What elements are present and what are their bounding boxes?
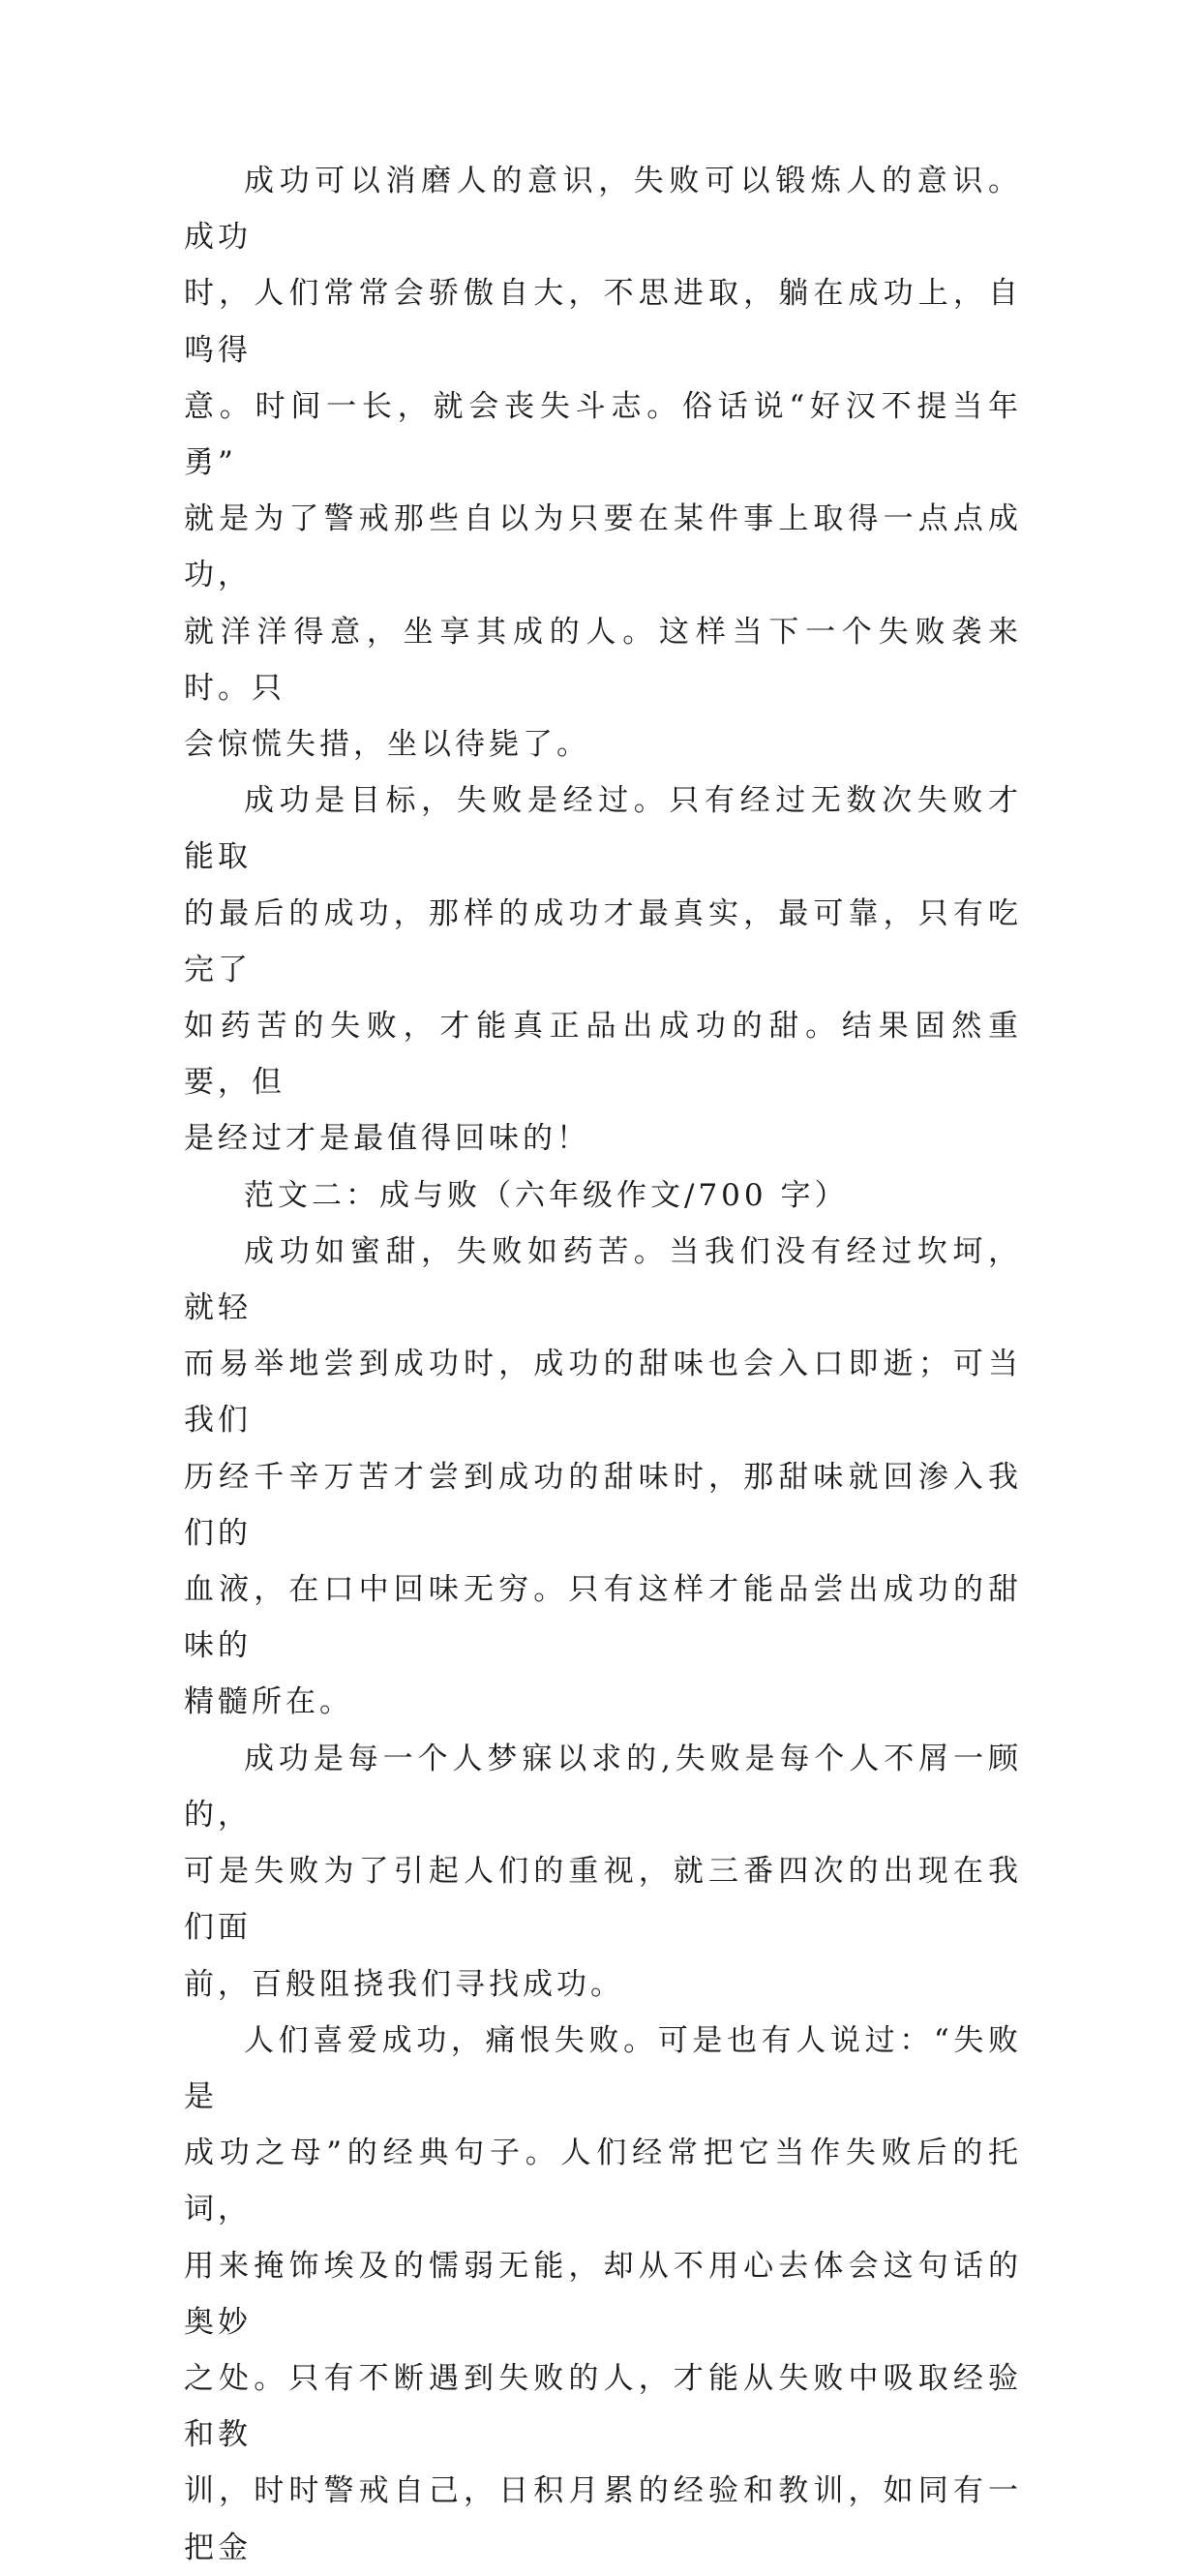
paragraph-3: 成功如蜜甜，失败如药苦。当我们没有经过坎坷，就轻 而易举地尝到成功时，成功的甜味也会入口即逝；可当我们 历经千辛万苦才尝到成功的甜味时，那甜味就回渗入我们的 血液，在口中回味无穷。只有这样才能品尝出成功的甜味的 精髓所在。 — [184, 1233, 1022, 1720]
section-heading: 范文二：成与败（六年级作文/700 字） — [244, 1177, 849, 1213]
paragraph-1: 成功可以消磨人的意识，失败可以锻炼人的意识。成功 时，人们常常会骄傲自大，不思进取，躺在成功上，自鸣得 意。时间一长，就会丧失斗志。俗话说“好汉不提当年勇” 就是为了警戒那些自以为只要在某件事上取得一点点成功， 就洋洋得意，坐享其成的人。这样当下一个失败袭来时。只 会惊慌失措，坐以待毙了。 — [184, 164, 1022, 763]
paragraph-5: 人们喜爱成功，痛恨失败。可是也有人说过：“失败是 成功之母”的经典句子。人们经常把它当作失败后的托词， 用来掩饰埃及的懦弱无能，却从不用心去体会这句话的奥妙 之处。只有不断遇到失败的人，才能从失败中吸取经验和教 训，时时警戒自己，日积月累的经验和教训，如同有一把金 — [184, 2022, 1022, 2565]
paragraph-2: 成功是目标，失败是经过。只有经过无数次失败才能取 的最后的成功，那样的成功才最真实，最可靠，只有吃完了 如药苦的失败，才能真正品出成功的甜。结果固然重要，但 是经过才是最值得回味的！ — [184, 783, 1022, 1157]
document-body — [184, 153, 1022, 2576]
paragraph-4: 成功是每一个人梦寐以求的,失败是每个人不屑一顾的， 可是失败为了引起人们的重视，就三番四次的出现在我们面 前，百般阻挠我们寻找成功。 — [184, 1741, 1022, 2002]
